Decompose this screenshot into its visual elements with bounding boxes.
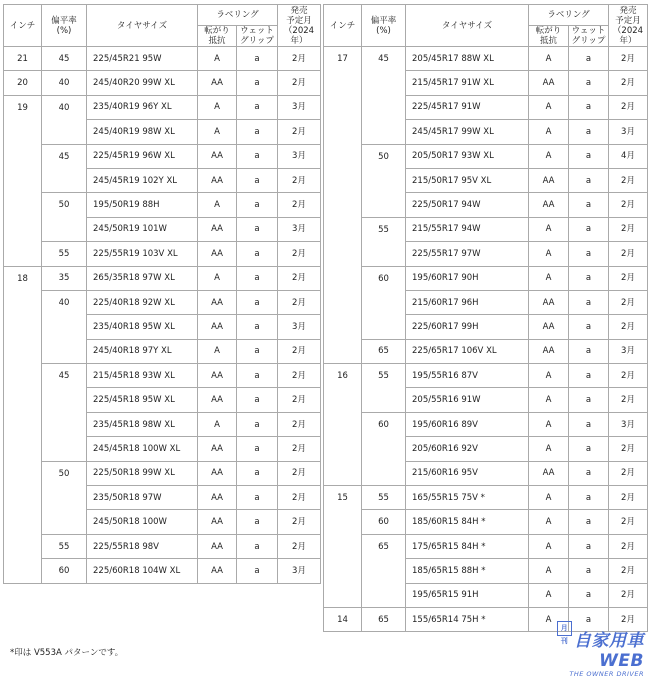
- size-cell: 225/65R17 106V XL: [406, 339, 529, 363]
- size-cell: 235/40R18 95W XL: [87, 315, 198, 339]
- aspect-cell: 60: [362, 412, 406, 485]
- wet-grip-cell: a: [569, 120, 609, 144]
- size-cell: 185/65R15 88H *: [406, 559, 529, 583]
- rolling-resistance-cell: AA: [198, 534, 237, 558]
- release-month-cell: 2月: [278, 120, 321, 144]
- table-row: [324, 266, 648, 290]
- release-month-cell: 2月: [278, 193, 321, 217]
- wet-grip-cell: a: [569, 339, 609, 363]
- wet-grip-cell: a: [237, 534, 278, 558]
- release-month-cell: 2月: [278, 290, 321, 314]
- rolling-resistance-cell: AA: [529, 290, 569, 314]
- wet-grip-cell: a: [237, 364, 278, 388]
- inch-cell: 19: [4, 95, 42, 266]
- inch-cell: 14: [324, 607, 362, 631]
- rolling-resistance-cell: A: [198, 47, 237, 71]
- table-row: [324, 47, 648, 71]
- wet-grip-cell: a: [237, 168, 278, 192]
- size-cell: 245/50R18 100W: [87, 510, 198, 534]
- size-cell: 195/60R17 90H: [406, 266, 529, 290]
- size-cell: 245/50R19 101W: [87, 217, 198, 241]
- col-header-inch: インチ: [4, 5, 42, 47]
- wet-grip-cell: a: [569, 47, 609, 71]
- col-header-release: 発売 予定月 （2024 年）: [278, 5, 321, 47]
- col-header-aspect: 偏平率 (%): [42, 5, 87, 47]
- aspect-cell: 65: [362, 607, 406, 631]
- size-cell: 215/45R18 93W XL: [87, 364, 198, 388]
- release-month-cell: 2月: [278, 486, 321, 510]
- size-cell: 205/55R16 91W: [406, 388, 529, 412]
- table-row: [4, 461, 321, 485]
- release-month-cell: 2月: [278, 461, 321, 485]
- table-row: [4, 47, 321, 71]
- wet-grip-cell: a: [237, 486, 278, 510]
- release-month-cell: 2月: [609, 47, 648, 71]
- rolling-resistance-cell: AA: [198, 144, 237, 168]
- table-row: [4, 95, 321, 119]
- rolling-resistance-cell: AA: [529, 461, 569, 485]
- size-cell: 195/50R19 88H: [87, 193, 198, 217]
- rolling-resistance-cell: A: [198, 266, 237, 290]
- release-month-cell: 2月: [609, 486, 648, 510]
- table-row: [324, 412, 648, 436]
- wet-grip-cell: a: [569, 144, 609, 168]
- table-row: [324, 217, 648, 241]
- table-row: [324, 339, 648, 363]
- wet-grip-cell: a: [237, 388, 278, 412]
- wet-grip-cell: a: [237, 461, 278, 485]
- rolling-resistance-cell: A: [529, 217, 569, 241]
- size-cell: 245/40R18 97Y XL: [87, 339, 198, 363]
- size-cell: 195/60R16 89V: [406, 412, 529, 436]
- size-cell: 225/45R19 96W XL: [87, 144, 198, 168]
- table-row: [4, 290, 321, 314]
- release-month-cell: 2月: [609, 583, 648, 607]
- table-row: [324, 486, 648, 510]
- table-row: [4, 242, 321, 266]
- release-month-cell: 2月: [609, 217, 648, 241]
- release-month-cell: 2月: [278, 339, 321, 363]
- wet-grip-cell: a: [237, 559, 278, 583]
- aspect-cell: 55: [362, 364, 406, 413]
- wet-grip-cell: a: [237, 266, 278, 290]
- wet-grip-cell: a: [237, 95, 278, 119]
- rolling-resistance-cell: A: [529, 534, 569, 558]
- aspect-cell: 60: [362, 266, 406, 339]
- size-cell: 175/65R15 84H *: [406, 534, 529, 558]
- logo-mark: 月刊: [557, 621, 572, 636]
- inch-cell: 16: [324, 364, 362, 486]
- rolling-resistance-cell: AA: [198, 437, 237, 461]
- aspect-cell: 40: [42, 71, 87, 95]
- aspect-cell: 55: [362, 217, 406, 266]
- rolling-resistance-cell: A: [529, 510, 569, 534]
- rolling-resistance-cell: A: [198, 339, 237, 363]
- size-cell: 225/45R21 95W: [87, 47, 198, 71]
- release-month-cell: 2月: [609, 193, 648, 217]
- release-month-cell: 2月: [278, 510, 321, 534]
- release-month-cell: 3月: [278, 217, 321, 241]
- left-tire-table: [3, 4, 321, 584]
- aspect-cell: 55: [362, 486, 406, 510]
- aspect-cell: 40: [42, 290, 87, 363]
- rolling-resistance-cell: A: [529, 266, 569, 290]
- table-row: [324, 144, 648, 168]
- table-row: [4, 193, 321, 217]
- wet-grip-cell: a: [569, 486, 609, 510]
- size-cell: 245/45R18 100W XL: [87, 437, 198, 461]
- rolling-resistance-cell: AA: [529, 71, 569, 95]
- size-cell: 225/40R18 92W XL: [87, 290, 198, 314]
- release-month-cell: 3月: [278, 95, 321, 119]
- col-header-wet: ウェット グリップ: [569, 26, 609, 47]
- col-header-rolling: 転がり 抵抗: [198, 26, 237, 47]
- col-header-size: タイヤサイズ: [406, 5, 529, 47]
- release-month-cell: 2月: [278, 437, 321, 461]
- wet-grip-cell: a: [237, 217, 278, 241]
- wet-grip-cell: a: [569, 437, 609, 461]
- release-month-cell: 3月: [278, 144, 321, 168]
- release-month-cell: 2月: [609, 437, 648, 461]
- wet-grip-cell: a: [569, 364, 609, 388]
- release-month-cell: 2月: [609, 559, 648, 583]
- inch-cell: 15: [324, 486, 362, 608]
- release-month-cell: 2月: [609, 534, 648, 558]
- wet-grip-cell: a: [237, 47, 278, 71]
- wet-grip-cell: a: [569, 607, 609, 631]
- aspect-cell: 45: [42, 144, 87, 193]
- wet-grip-cell: a: [237, 510, 278, 534]
- wet-grip-cell: a: [237, 290, 278, 314]
- release-month-cell: 2月: [609, 266, 648, 290]
- size-cell: 235/45R18 98W XL: [87, 412, 198, 436]
- wet-grip-cell: a: [237, 242, 278, 266]
- rolling-resistance-cell: AA: [198, 217, 237, 241]
- rolling-resistance-cell: A: [198, 193, 237, 217]
- size-cell: 235/40R19 96Y XL: [87, 95, 198, 119]
- release-month-cell: 2月: [609, 364, 648, 388]
- aspect-cell: 60: [362, 510, 406, 534]
- wet-grip-cell: a: [237, 193, 278, 217]
- aspect-cell: 45: [362, 47, 406, 145]
- release-month-cell: 2月: [609, 607, 648, 631]
- release-month-cell: 3月: [609, 120, 648, 144]
- release-month-cell: 2月: [278, 242, 321, 266]
- col-header-inch: インチ: [324, 5, 362, 47]
- rolling-resistance-cell: A: [529, 486, 569, 510]
- size-cell: 245/40R20 99W XL: [87, 71, 198, 95]
- aspect-cell: 60: [42, 559, 87, 583]
- rolling-resistance-cell: AA: [198, 364, 237, 388]
- release-month-cell: 3月: [609, 339, 648, 363]
- size-cell: 215/60R17 96H: [406, 290, 529, 314]
- size-cell: 235/50R18 97W: [87, 486, 198, 510]
- wet-grip-cell: a: [569, 217, 609, 241]
- table-row: [324, 510, 648, 534]
- wet-grip-cell: a: [569, 412, 609, 436]
- rolling-resistance-cell: A: [198, 95, 237, 119]
- release-month-cell: 2月: [278, 388, 321, 412]
- rolling-resistance-cell: A: [198, 120, 237, 144]
- wet-grip-cell: a: [569, 266, 609, 290]
- release-month-cell: 2月: [278, 71, 321, 95]
- size-cell: 225/45R17 91W: [406, 95, 529, 119]
- release-month-cell: 2月: [278, 412, 321, 436]
- right-table-body: [324, 47, 648, 632]
- table-row: [4, 534, 321, 558]
- wet-grip-cell: a: [237, 120, 278, 144]
- rolling-resistance-cell: AA: [529, 193, 569, 217]
- rolling-resistance-cell: A: [529, 120, 569, 144]
- rolling-resistance-cell: AA: [529, 168, 569, 192]
- inch-cell: 18: [4, 266, 42, 583]
- wet-grip-cell: a: [237, 437, 278, 461]
- release-month-cell: 2月: [609, 71, 648, 95]
- wet-grip-cell: a: [569, 510, 609, 534]
- size-cell: 245/45R17 99W XL: [406, 120, 529, 144]
- left-table-body: [4, 47, 321, 584]
- release-month-cell: 3月: [609, 412, 648, 436]
- rolling-resistance-cell: A: [198, 412, 237, 436]
- wet-grip-cell: a: [569, 290, 609, 314]
- wet-grip-cell: a: [569, 534, 609, 558]
- release-month-cell: 2月: [609, 315, 648, 339]
- release-month-cell: 2月: [609, 168, 648, 192]
- col-header-aspect: 偏平率 (%): [362, 5, 406, 47]
- table-row: [4, 559, 321, 583]
- aspect-cell: 50: [42, 461, 87, 534]
- rolling-resistance-cell: A: [529, 559, 569, 583]
- right-tire-table: [323, 4, 648, 632]
- aspect-cell: 50: [362, 144, 406, 217]
- wet-grip-cell: a: [237, 144, 278, 168]
- table-row: [4, 266, 321, 290]
- wet-grip-cell: a: [569, 242, 609, 266]
- rolling-resistance-cell: A: [529, 388, 569, 412]
- release-month-cell: 2月: [278, 168, 321, 192]
- release-month-cell: 2月: [609, 242, 648, 266]
- col-header-wet: ウェット グリップ: [237, 26, 278, 47]
- aspect-cell: 45: [42, 364, 87, 462]
- rolling-resistance-cell: A: [529, 437, 569, 461]
- inch-cell: 20: [4, 71, 42, 95]
- rolling-resistance-cell: AA: [198, 461, 237, 485]
- size-cell: 165/55R15 75V *: [406, 486, 529, 510]
- size-cell: 195/65R15 91H: [406, 583, 529, 607]
- rolling-resistance-cell: AA: [198, 290, 237, 314]
- table-row: [4, 364, 321, 388]
- size-cell: 155/65R14 75H *: [406, 607, 529, 631]
- size-cell: 185/60R15 84H *: [406, 510, 529, 534]
- aspect-cell: 45: [42, 47, 87, 71]
- size-cell: 225/45R18 95W XL: [87, 388, 198, 412]
- rolling-resistance-cell: AA: [198, 388, 237, 412]
- size-cell: 205/60R16 92V: [406, 437, 529, 461]
- size-cell: 205/50R17 93W XL: [406, 144, 529, 168]
- wet-grip-cell: a: [569, 193, 609, 217]
- size-cell: 215/55R17 94W: [406, 217, 529, 241]
- rolling-resistance-cell: AA: [198, 315, 237, 339]
- size-cell: 215/50R17 95V XL: [406, 168, 529, 192]
- col-header-rolling: 転がり 抵抗: [529, 26, 569, 47]
- wet-grip-cell: a: [569, 71, 609, 95]
- rolling-resistance-cell: AA: [198, 559, 237, 583]
- wet-grip-cell: a: [569, 315, 609, 339]
- size-cell: 245/40R19 98W XL: [87, 120, 198, 144]
- release-month-cell: 2月: [278, 47, 321, 71]
- release-month-cell: 3月: [278, 315, 321, 339]
- size-cell: 225/50R18 99W XL: [87, 461, 198, 485]
- table-row: [4, 144, 321, 168]
- aspect-cell: 50: [42, 193, 87, 242]
- rolling-resistance-cell: A: [529, 242, 569, 266]
- wet-grip-cell: a: [569, 559, 609, 583]
- size-cell: 225/55R18 98V: [87, 534, 198, 558]
- inch-cell: 17: [324, 47, 362, 364]
- rolling-resistance-cell: A: [529, 95, 569, 119]
- rolling-resistance-cell: AA: [198, 510, 237, 534]
- aspect-cell: 40: [42, 95, 87, 144]
- col-header-labeling: ラベリング: [198, 5, 278, 26]
- rolling-resistance-cell: A: [529, 583, 569, 607]
- logo-tagline: THE OWNER DRIVER: [569, 670, 644, 678]
- release-month-cell: 2月: [278, 534, 321, 558]
- rolling-resistance-cell: AA: [198, 486, 237, 510]
- wet-grip-cell: a: [237, 339, 278, 363]
- size-cell: 215/45R17 91W XL: [406, 71, 529, 95]
- size-cell: 195/55R16 87V: [406, 364, 529, 388]
- table-row: [4, 71, 321, 95]
- size-cell: 225/60R18 104W XL: [87, 559, 198, 583]
- size-cell: 225/55R17 97W: [406, 242, 529, 266]
- aspect-cell: 65: [362, 339, 406, 363]
- size-cell: 245/45R19 102Y XL: [87, 168, 198, 192]
- wet-grip-cell: a: [569, 583, 609, 607]
- wet-grip-cell: a: [237, 412, 278, 436]
- release-month-cell: 2月: [609, 510, 648, 534]
- table-row: [324, 534, 648, 558]
- size-cell: 215/60R16 95V: [406, 461, 529, 485]
- size-cell: 225/50R17 94W: [406, 193, 529, 217]
- size-cell: 265/35R18 97W XL: [87, 266, 198, 290]
- size-cell: 225/60R17 99H: [406, 315, 529, 339]
- rolling-resistance-cell: A: [529, 47, 569, 71]
- rolling-resistance-cell: AA: [198, 168, 237, 192]
- wet-grip-cell: a: [569, 388, 609, 412]
- rolling-resistance-cell: A: [529, 607, 569, 631]
- aspect-cell: 55: [42, 534, 87, 558]
- release-month-cell: 2月: [609, 388, 648, 412]
- release-month-cell: 2月: [609, 290, 648, 314]
- col-header-labeling: ラベリング: [529, 5, 609, 26]
- rolling-resistance-cell: A: [529, 412, 569, 436]
- inch-cell: 21: [4, 47, 42, 71]
- release-month-cell: 2月: [609, 95, 648, 119]
- site-logo: [516, 621, 644, 678]
- size-cell: 205/45R17 88W XL: [406, 47, 529, 71]
- wet-grip-cell: a: [569, 168, 609, 192]
- rolling-resistance-cell: AA: [198, 242, 237, 266]
- release-month-cell: 2月: [278, 364, 321, 388]
- rolling-resistance-cell: AA: [529, 339, 569, 363]
- rolling-resistance-cell: AA: [529, 315, 569, 339]
- release-month-cell: 2月: [278, 266, 321, 290]
- footnote: *印は V553A パターンです。: [10, 648, 124, 658]
- release-month-cell: 2月: [609, 461, 648, 485]
- col-header-size: タイヤサイズ: [87, 5, 198, 47]
- aspect-cell: 35: [42, 266, 87, 290]
- wet-grip-cell: a: [569, 95, 609, 119]
- table-row: [324, 364, 648, 388]
- rolling-resistance-cell: A: [529, 144, 569, 168]
- aspect-cell: 65: [362, 534, 406, 607]
- release-month-cell: 3月: [278, 559, 321, 583]
- wet-grip-cell: a: [569, 461, 609, 485]
- aspect-cell: 55: [42, 242, 87, 266]
- rolling-resistance-cell: A: [529, 364, 569, 388]
- release-month-cell: 4月: [609, 144, 648, 168]
- rolling-resistance-cell: AA: [198, 71, 237, 95]
- wet-grip-cell: a: [237, 71, 278, 95]
- wet-grip-cell: a: [237, 315, 278, 339]
- size-cell: 225/55R19 103V XL: [87, 242, 198, 266]
- logo-brand: 自家用車 WEB: [574, 631, 644, 671]
- col-header-release: 発売 予定月 （2024 年）: [609, 5, 648, 47]
